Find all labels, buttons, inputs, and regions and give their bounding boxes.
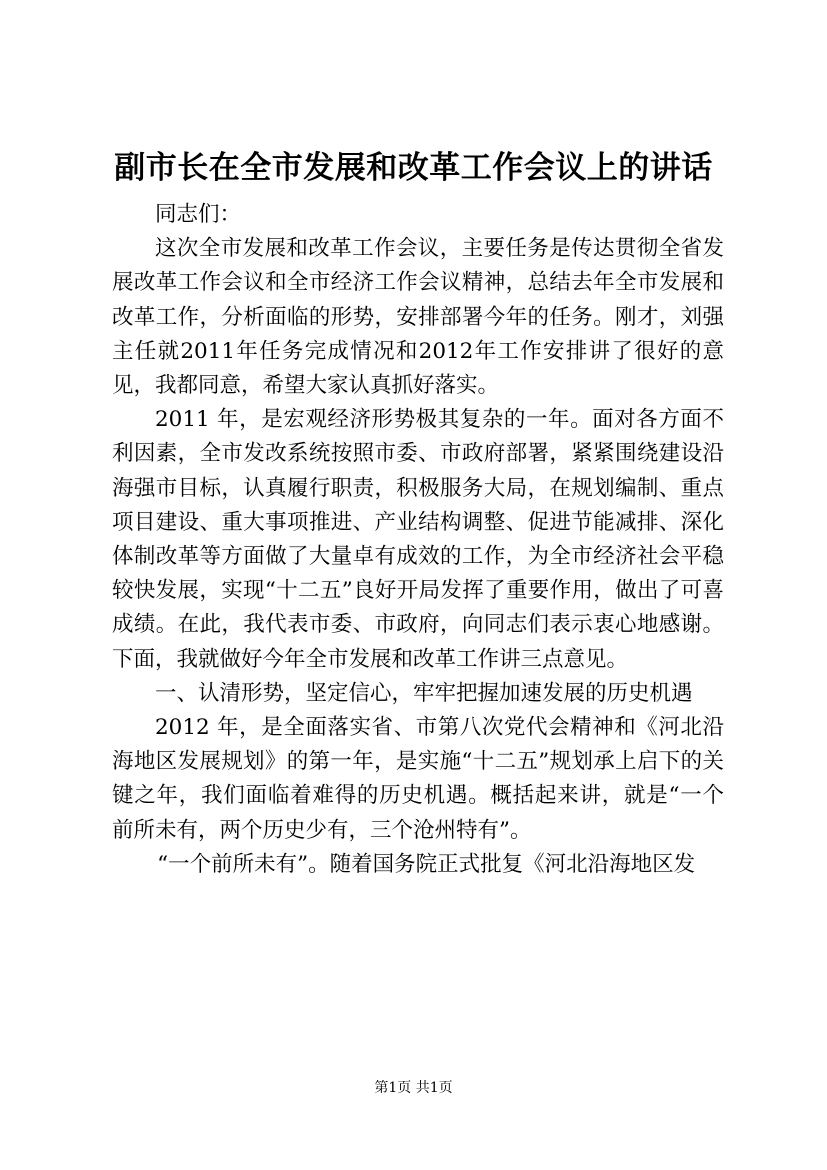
page-number-footer: 第1页 共1页 — [374, 1080, 453, 1096]
paragraph: 2011 年，是宏观经济形势极其复杂的一年。面对各方面不利因素，全市发改系统按照市委、市政府部署，紧紧围绕建设沿海强市目标，认真履行职责，积极服务大局，在规划编制、重点项目建设、重大事项推进、产业结构调整、促进节能减排、深化体制改革等方面做了大量卓有成效的工作，为全市经济社会平稳较快发展，实现“十二五”良好开局发挥了重要作用，做出了可喜成绩。在此，我代表市委、市政府，向同志们表示衷心地感谢。下面，我就做好今年全市发展和改革工作讲三点意见。 — [112, 407, 724, 672]
document-body — [112, 198, 724, 882]
paragraph: 2012 年，是全面落实省、市第八次党代会精神和《河北沿海地区发展规划》的第一年，是实施“十二五”规划承上启下的关键之年，我们面临着难得的历史机遇。概括起来讲，就是“一个前所未有，两个历史少有，三个沧州特有”。 — [112, 715, 724, 843]
paragraph: 这次全市发展和改革工作会议，主要任务是传达贯彻全省发展改革工作会议和全市经济工作会议精神，总结去年全市发展和改革工作，分析面临的形势，安排部署今年的任务。刚才，刘强主任就2011年任务完成情况和2012年工作安排讲了很好的意见，我都同意，希望大家认真抓好落实。 — [112, 236, 724, 399]
section-heading: 一、认清形势，坚定信心，牢牢把握加速发展的历史机遇 — [155, 680, 693, 706]
paragraph: “一个前所未有”。随着国务院正式批复《河北沿海地区发 — [157, 851, 696, 877]
salutation: 同志们： — [155, 202, 242, 227]
document-title: 副市长在全市发展和改革工作会议上的讲话 — [114, 150, 713, 186]
